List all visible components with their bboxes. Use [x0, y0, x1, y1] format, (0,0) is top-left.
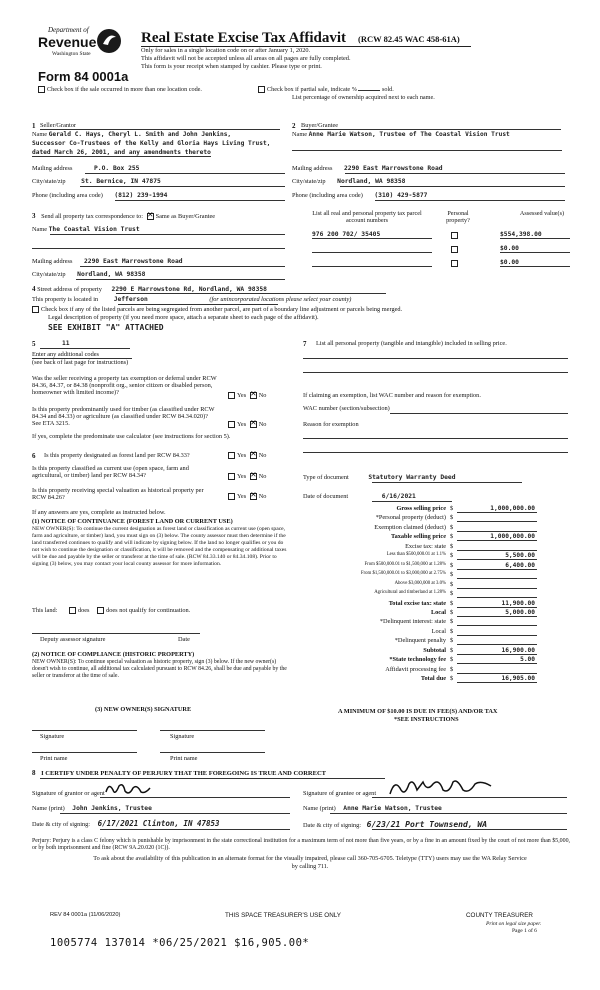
grantee-signature [387, 776, 497, 798]
tax-row-label: Agricultural and timberland at 1.28% [374, 590, 446, 596]
section-3-name-line [50, 234, 285, 235]
seller-phone-row [32, 192, 167, 199]
yes-label: Yes [237, 493, 247, 500]
notice-continuance-body: NEW OWNER(S): To continue the current designation as forest land or classification as current use (open space, farm and agriculture, or timber) land, you must sign on (3) below. The county assessor must then determine if the land transferred continues to qualify and will indicate by signing below. If the land no longer qualifies or you do not wish to continue the designation or classification, it will be removed and the compensating or additional taxes will be due and payable by the seller or transferor at the time of sale. (RCW 84.33.140 or 84.34.108). Prior to signing (3) below, you may contact your local county assessor for more information. [32, 526, 287, 567]
section-6-q2: Is this property classified as current use (open space, farm and agricultural, or timber) land per RCW 84.34? [32, 465, 189, 480]
new-owner-sig-line-2 [160, 730, 265, 731]
yes-label: Yes [237, 473, 247, 480]
new-owner-print-label-1: Print name [40, 755, 68, 762]
parcel-row [312, 231, 570, 241]
no-label: No [258, 452, 267, 459]
new-owner-print-line-1 [32, 752, 137, 753]
tax-row-label: *Delinquent penalty [394, 637, 446, 645]
section-3-mailing-label: Mailing address [32, 258, 73, 265]
see-instructions: *SEE INSTRUCTIONS [394, 716, 459, 723]
buyer-city-value: Nordland, WA 98358 [337, 178, 406, 185]
tax-row-label: Excise tax: state [405, 542, 446, 550]
tax-row-value: 11,900.00 [457, 600, 537, 608]
exemption-label: If claiming an exemption, list WAC number and reason for exemption. [303, 392, 481, 399]
multi-location-check[interactable] [38, 86, 202, 93]
tax-row [305, 609, 595, 618]
s6q2-no-checkbox[interactable] [250, 473, 257, 480]
tax-row-value: 16,905.00 [457, 675, 537, 683]
seller-name-label: Name [32, 131, 48, 138]
tax-row-value [457, 590, 537, 598]
seller-mailing-value: P.O. Box 255 [93, 165, 140, 172]
buyer-name-value: Anne Marie Watson, Trustee of The Coastal Vision Trust [308, 131, 510, 138]
grantor-name-line [60, 813, 290, 814]
tax-row-label: Exemption claimed (deduct) [374, 523, 446, 531]
section-5-code: 11 [62, 340, 70, 347]
section-4-street-line [116, 293, 386, 294]
deputy-line [32, 633, 200, 634]
dollar-sign: $ [450, 656, 454, 664]
dollar-sign: $ [450, 514, 454, 522]
buyer-mailing-value: 2290 East Marrowstone Road [343, 165, 443, 172]
section-5-q2-answer [228, 421, 266, 428]
seller-name-line2: Successor Co-Trustees of the Kelly and Gloria Hays Living Trust, [32, 140, 271, 147]
parcel-number: 976 200 702/ 35405 [312, 231, 432, 239]
section-7-num: 7 [303, 340, 307, 348]
section-6-if-yes: If any answers are yes, complete as instructed below. [32, 509, 166, 516]
section-3-text: Send all property tax correspondence to: [41, 213, 144, 220]
tax-row [305, 524, 595, 533]
reason-line-1 [303, 438, 568, 439]
grantee-name-row [303, 805, 442, 812]
section-4-unincorporated: (for unincorporated locations please select your county) [209, 296, 352, 303]
seller-mailing-line [85, 173, 285, 174]
section-3-city-line [76, 279, 285, 280]
section-3-mailing-value: 2290 East Marrowstone Road [83, 258, 183, 265]
buyer-city-row [292, 178, 405, 185]
tax-row [305, 571, 595, 580]
section-5-code-line [40, 348, 130, 349]
this-land-label: This land: [32, 607, 58, 614]
section-2-num: 2 [292, 122, 296, 130]
certify-num: 8 [32, 769, 36, 777]
tax-row-value: 5,500.00 [457, 552, 537, 560]
q1-no-checkbox[interactable] [250, 392, 257, 399]
section-7-line-1 [303, 358, 568, 359]
tax-row [305, 628, 595, 637]
seller-name-block [32, 131, 287, 138]
tax-row [305, 514, 595, 523]
section-4-located-row [32, 296, 351, 303]
buyer-phone-value: (310) 429-5877 [374, 192, 428, 199]
legal-description-label: Legal description of property (if you need more space, attach a separate sheet to each page of the affidavit). [48, 314, 319, 321]
section-3-mailing-row [32, 258, 183, 265]
tax-row-label: *Delinquent interest: state [379, 618, 446, 626]
yes-label: Yes [237, 392, 247, 399]
tax-row-value [457, 514, 537, 522]
section-4-located-line [118, 304, 278, 305]
q2-yes-checkbox[interactable] [228, 421, 235, 428]
new-owner-print-label-2: Print name [170, 755, 198, 762]
grantee-name-value: Anne Marie Watson, Trustee [343, 805, 442, 812]
dollar-sign: $ [450, 552, 454, 560]
parcel-value: $554,398.00 [500, 231, 570, 239]
doc-type-row [303, 474, 456, 481]
tax-row [305, 590, 595, 599]
grantee-date-value: 6/23/21 Port Townsend, WA [366, 820, 488, 829]
section-3-city-value: Nordland, WA 98358 [77, 271, 146, 278]
parcel-personal-checkbox[interactable] [451, 260, 458, 267]
tax-row-label: Less than $500,000.01 at 1.1% [386, 552, 446, 558]
legal-description-value: SEE EXHIBIT "A" ATTACHED [48, 323, 164, 332]
tax-row-label: Total due [420, 675, 446, 683]
dollar-sign: $ [450, 580, 454, 588]
deputy-label: Deputy assessor signature [40, 636, 106, 643]
dept-line2: Revenue [38, 34, 97, 50]
doc-date-line [372, 501, 452, 502]
dollar-sign: $ [450, 599, 454, 607]
notice-compliance-title: (2) NOTICE OF COMPLIANCE (HISTORIC PROPERTY) [32, 651, 195, 658]
section-7-text: List all personal property (tangible and intangible) included in selling price. [316, 340, 507, 347]
tax-row-label: Subtotal [423, 646, 446, 654]
land-does-not-label: does not qualify for continuation. [106, 607, 191, 614]
buyer-phone-line [375, 200, 565, 201]
buyer-phone-row [292, 192, 427, 199]
tax-row [305, 675, 595, 684]
tax-row [305, 666, 595, 675]
section-3-name-value: The Coastal Vision Trust [48, 226, 140, 233]
parcel-number [312, 259, 432, 267]
dollar-sign: $ [450, 523, 454, 531]
s6q1-no-checkbox[interactable] [250, 452, 257, 459]
section-4-located-label: This property is located in [32, 296, 99, 303]
grantor-name-row [32, 805, 152, 812]
section-4-street-value: 2290 E Marrowstone Rd, Nordland, WA 98358 [111, 286, 267, 293]
dollar-sign: $ [450, 533, 454, 541]
buyer-heading: Buyer/Grantee [301, 122, 561, 130]
header-note2: This affidavit will not be accepted unless all areas on all pages are fully completed. [141, 55, 351, 62]
grantor-name-label: Name (print) [32, 805, 65, 812]
buyer-name-row [292, 131, 572, 138]
grantor-date-value: 6/17/2021 Clinton, IN 47853 [97, 819, 220, 828]
grantee-date-label: Date & city of signing: [303, 822, 362, 829]
buyer-name-label: Name [292, 131, 308, 138]
seller-phone-label: Phone (including area code) [32, 192, 103, 199]
section-3-blank-line [32, 248, 285, 249]
doc-date-value: 6/16/2021 [381, 493, 416, 500]
seller-city-row [32, 178, 161, 185]
same-as-buyer-checkbox[interactable] [147, 213, 154, 220]
seller-mailing-row [32, 165, 287, 172]
grantor-signature [103, 780, 153, 798]
tax-row-value [457, 571, 537, 579]
section-4-street-row: 4 Street address of property 2290 E Marrowstone Rd, Nordland, WA 98358 [32, 285, 267, 293]
dollar-sign: $ [450, 637, 454, 645]
section-3-name-label: Name [32, 226, 48, 233]
doc-type-line [372, 482, 522, 483]
tax-row-value: 16,900.00 [457, 647, 537, 655]
grantor-date-line [100, 829, 290, 830]
doc-type-value: Statutory Warranty Deed [368, 474, 456, 481]
grantee-date-line [372, 829, 567, 830]
form-number: Form 84 0001a [38, 69, 129, 84]
partial-sale-checkbox[interactable] [258, 86, 265, 93]
segregated-check[interactable] [32, 306, 592, 313]
buyer-mailing-label: Mailing address [292, 165, 333, 172]
grantor-date-row [32, 820, 220, 829]
q2-no-checkbox[interactable] [250, 421, 257, 428]
header-note1: Only for sales in a single location code on or after January 1, 2020. [141, 47, 311, 54]
doc-date-row [303, 493, 416, 500]
tax-row [305, 600, 595, 609]
section-3-name-row [32, 226, 140, 233]
section-3-mailing-line [80, 266, 285, 267]
wac-label: WAC number (section/subsection) [303, 405, 390, 412]
tax-row-value [457, 666, 537, 674]
tax-row-label: *State technology fee [389, 656, 446, 664]
section-3-row: 3 Send all property tax correspondence to: ✕ Same as Buyer/Grantee [32, 212, 215, 220]
no-label: No [258, 473, 267, 480]
yes-label: Yes [237, 452, 247, 459]
doc-date-label: Date of document [303, 493, 349, 500]
header-note3: This form is your receipt when stamped by cashier. Please type or print. [141, 63, 322, 70]
tax-row-value: 5.00 [457, 656, 537, 664]
section-1-num: 1 [32, 122, 36, 130]
no-label: No [258, 392, 267, 399]
reason-label: Reason for exemption [303, 421, 359, 428]
partial-list-note: List percentage of ownership acquired next to each name. [292, 94, 435, 101]
tax-row [305, 637, 595, 646]
form-rcw: (RCW 82.45 WAC 458-61A) [358, 34, 460, 44]
section-7-line-2 [303, 372, 568, 373]
section-5-enter-code: Enter any additional codes [32, 351, 132, 359]
parcel-number [312, 245, 432, 253]
dollar-sign: $ [450, 646, 454, 654]
dept-line3: Washington State [52, 51, 91, 57]
yes-label: Yes [237, 421, 247, 428]
tax-row-value [457, 581, 537, 589]
land-does-not-checkbox[interactable] [97, 607, 104, 614]
tax-row [305, 533, 595, 542]
tax-row-value: 5,000.00 [457, 609, 537, 617]
dollar-sign: $ [450, 561, 454, 569]
section-5-q3: If yes, complete the predominate use calculator (see instructions for section 5). [32, 433, 231, 440]
land-does-label: does [77, 607, 90, 614]
certify-underline [40, 778, 385, 779]
notice-compliance-body: NEW OWNER(S): To continue special valuation as historic property, sign (3) below. If the new owner(s) doesn't wish to continue, all additional tax calculated pursuant to RCW 84.26, shall be due and payable by the seller or transferor at the time of sale. [32, 659, 287, 680]
no-label: No [258, 421, 267, 428]
grantor-date-label: Date & city of signing: [32, 821, 91, 828]
section-5-q1-answer [228, 392, 266, 399]
tax-row-value [457, 618, 537, 626]
section-6-q3: Is this property receiving special valuation as historical property per RCW 84.26? [32, 487, 204, 502]
minimum-note: A MINIMUM OF $10.00 IS DUE IN FEE(S) AND/OR TAX [338, 708, 498, 715]
this-land-row [32, 607, 190, 614]
s6q3-yes-checkbox[interactable] [228, 493, 235, 500]
parcel-personal-checkbox[interactable] [451, 232, 458, 239]
tax-row-label: Affidavit processing fee [385, 665, 446, 673]
dollar-sign: $ [450, 542, 454, 550]
footer-county-treasurer: COUNTY TREASURER [466, 912, 533, 919]
certify-text: I CERTIFY UNDER PENALTY OF PERJURY THAT THE FOREGOING IS TRUE AND CORRECT [41, 770, 326, 777]
grantor-sig-line [100, 797, 290, 798]
reason-line-2 [303, 452, 568, 453]
seller-phone-line [115, 200, 285, 201]
header-rule [141, 46, 471, 47]
dollar-sign: $ [450, 665, 454, 673]
section-6-q1-answer [228, 452, 266, 459]
parcel-row [312, 259, 570, 269]
tax-row-value [457, 628, 537, 636]
tax-row [305, 656, 595, 665]
seller-name-line3: dated March 26, 2001, and any amendments thereto [32, 149, 211, 156]
buyer-mailing-line [345, 173, 565, 174]
doc-type-label: Type of document [303, 474, 349, 481]
tax-row-label: From $500,000.01 to $1,500,000 at 1.28% [364, 561, 446, 567]
tax-row-label: Taxable selling price [390, 533, 446, 541]
grantee-name-label: Name (print) [303, 805, 336, 812]
new-owner-sig-line-1 [32, 730, 137, 731]
section-6-num: 6 [32, 452, 36, 460]
dor-logo [38, 26, 128, 66]
seller-phone-value: (812) 239-1994 [114, 192, 168, 199]
new-owner-sig-label-1: Signature [40, 733, 65, 740]
parcels-header-list: List all real and personal property tax parcel account numbers [312, 210, 422, 225]
tax-row-value: 1,000,000.00 [457, 505, 537, 513]
section-6-q2-answer [228, 473, 266, 480]
notice-continuance-title: (1) NOTICE OF CONTINUANCE (FOREST LAND OR CURRENT USE) [32, 518, 233, 525]
buyer-name-line [292, 150, 562, 151]
grantor-name-value: John Jenkins, Trustee [72, 805, 152, 812]
no-label: No [258, 493, 267, 500]
buyer-phone-label: Phone (including area code) [292, 192, 363, 199]
multi-location-label: Check box if the sale occurred in more than one location code. [47, 86, 202, 93]
seller-heading: Seller/Grantor [40, 122, 280, 130]
tax-row [305, 647, 595, 656]
tax-row-label: Above $3,000,000 at 3.0% [394, 580, 446, 586]
tax-row [305, 543, 595, 552]
seller-city-value: St. Bernice, IN 47875 [81, 178, 161, 185]
grantee-date-row [303, 820, 487, 829]
dor-logo-mark-icon [96, 28, 122, 54]
dollar-sign: $ [450, 505, 454, 512]
dollar-sign: $ [450, 675, 454, 683]
parcel-value: $0.00 [500, 259, 570, 267]
section-5-q1: Was the seller receiving a property tax exemption or deferral under RCW 84.36, 84.37, or 84.38 (nonprofit org., senior citizen or disabled person, homeowner with limited income)? [32, 375, 217, 397]
new-owner-sig-label-2: Signature [170, 733, 195, 740]
grantee-name-line [330, 813, 567, 814]
new-owner-print-line-2 [160, 752, 265, 753]
dollar-sign: $ [450, 590, 454, 598]
parcel-value: $0.00 [500, 245, 570, 253]
tax-row [305, 562, 595, 571]
parcels-header-personal: Personal property? [446, 210, 470, 225]
accessibility-text: To ask about the availability of this publication in an alternate format for the visually impaired, please call 360-705-6705. Teletype (TTY) users may use the WA Relay Service by calling 711. [93, 855, 527, 871]
seller-name-line1: Gerald C. Hays, Cheryl L. Smith and John Jenkins, [48, 131, 232, 138]
parcels-header-assessed: Assessed value(s) [519, 210, 565, 217]
tax-row-label: *Personal property (deduct) [375, 514, 446, 522]
tax-row [305, 618, 595, 627]
section-6-q3-answer [228, 493, 266, 500]
dollar-sign: $ [450, 618, 454, 626]
s6q1-yes-checkbox[interactable] [228, 452, 235, 459]
grantee-sig-line [372, 797, 567, 798]
grantor-sig-label: Signature of grantor or agent [32, 790, 105, 797]
tax-row-value: 6,400.00 [457, 562, 537, 570]
buyer-city-label: City/state/zip [292, 178, 326, 185]
section-4-street-label: Street address of property [37, 286, 102, 293]
same-as-buyer-label: Same as Buyer/Grantee [155, 213, 216, 220]
section-5-num: 5 [32, 340, 36, 348]
segregated-checkbox[interactable] [32, 306, 39, 313]
s6q2-yes-checkbox[interactable] [228, 473, 235, 480]
dollar-sign: $ [450, 608, 454, 616]
q1-yes-checkbox[interactable] [228, 392, 235, 399]
sold-label: sold. [381, 86, 394, 93]
deputy-date-label: Date [178, 636, 190, 643]
parcel-personal-checkbox[interactable] [451, 246, 458, 253]
tax-row-label: Total excise tax: state [388, 599, 446, 607]
partial-sale-check[interactable] [258, 86, 394, 93]
perjury-text: Perjury: Perjury is a class C felony which is punishable by imprisonment in the state correctional institution for a maximum term of not more than five years, or by a fine in an amount fixed by the court of not more than $5,000, or by both imprisonment and fine (RCW 9A.20.020 (1C)). [32, 838, 570, 852]
multi-location-checkbox[interactable] [38, 86, 45, 93]
tax-row-value [457, 543, 537, 551]
tax-row [305, 505, 595, 514]
section-6-q1: Is this property designated as forest land per RCW 84.33? [44, 452, 190, 459]
dollar-sign: $ [450, 627, 454, 635]
land-does-checkbox[interactable] [69, 607, 76, 614]
tax-row-label: Local [431, 627, 446, 635]
tax-row [305, 581, 595, 590]
wac-line [390, 413, 568, 414]
tax-row-label: Local [430, 608, 446, 616]
footer-treasurer-space: THIS SPACE TREASURER'S USE ONLY [225, 912, 341, 919]
section-3-city-row [32, 271, 145, 278]
footer-page: Page 1 of 6 [512, 928, 537, 934]
tax-row-value [457, 637, 537, 645]
seller-city-label: City/state/zip [32, 178, 66, 185]
section-4-located-value: Jefferson [113, 296, 148, 303]
tax-row-value [457, 524, 537, 532]
tax-row-label: From $1,500,000.01 to $3,000,000 at 2.75% [360, 571, 446, 577]
footer-rev: REV 84 0001a (11/06/2020) [50, 912, 121, 918]
s6q3-no-checkbox[interactable] [250, 493, 257, 500]
footer-legal-paper: Print on legal size paper. [486, 921, 542, 927]
buyer-mailing-row [292, 165, 443, 172]
parcel-row [312, 245, 570, 255]
partial-sale-label: Check box if partial sale, indicate % [267, 86, 357, 93]
seller-city-line [80, 186, 285, 187]
buyer-city-line [340, 186, 565, 187]
segregated-label: Check box if any of the listed parcels are being segregated from another parcel, are part of a boundary line adjustment or parcels being merged. [41, 306, 403, 313]
grantee-sig-label: Signature of grantee or agent [303, 790, 377, 797]
section-5-see-back: (see back of last page for instructions) [32, 359, 129, 366]
tax-row-value: 1,000,000.00 [457, 533, 537, 541]
tax-row [305, 552, 595, 561]
tax-row-label: Gross selling price [396, 505, 446, 512]
section-5-q2: Is this property predominantly used for timber (as classified under RCW 84.34 and 84.33) or agriculture (as classified under RCW 84.34.020)? See ETA 3215. [32, 406, 215, 428]
seller-mailing-label: Mailing address [32, 165, 73, 172]
new-owner-signature-title: (3) NEW OWNER(S) SIGNATURE [95, 706, 192, 713]
form-title: Real Estate Excise Tax Affidavit [141, 30, 346, 46]
certify-row [32, 769, 326, 777]
section-3-city-label: City/state/zip [32, 271, 66, 278]
dept-line1: Department of [48, 26, 89, 34]
footer-receipt: 1005774 137014 *06/25/2021 $16,905.00* [50, 937, 310, 949]
dollar-sign: $ [450, 571, 454, 579]
